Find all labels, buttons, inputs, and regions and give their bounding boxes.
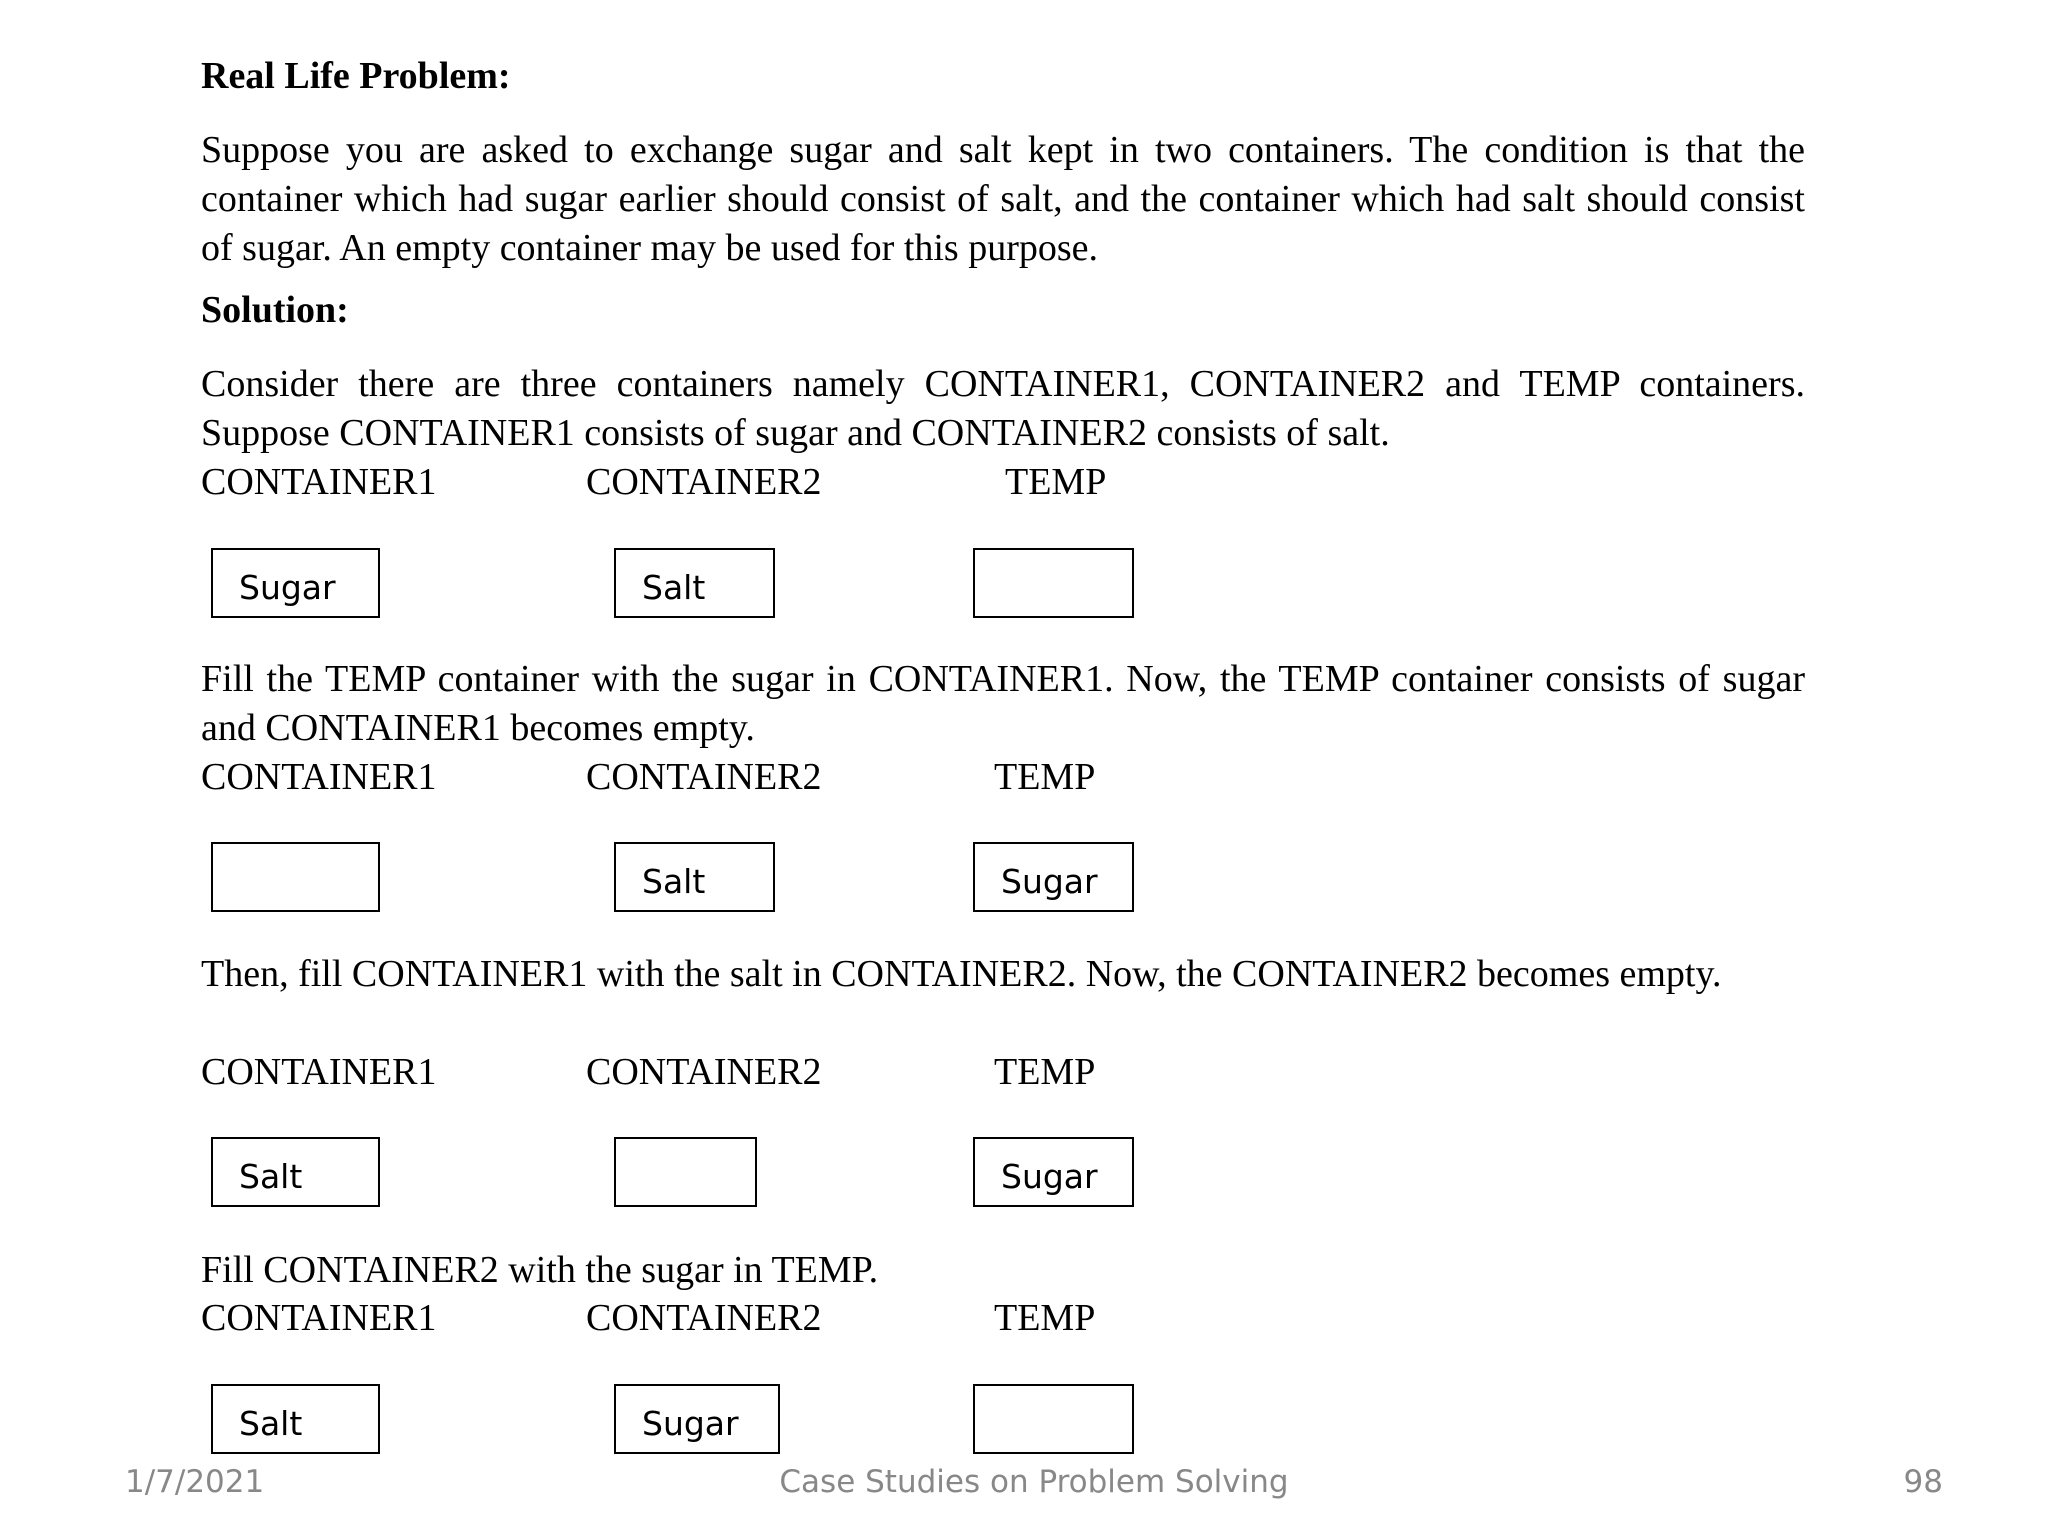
step-2-label-container1: CONTAINER1 [201, 756, 437, 798]
footer-title: Case Studies on Problem Solving [779, 1464, 1289, 1500]
step-1-box-temp [973, 548, 1134, 618]
step-1-box-container2: Salt [614, 548, 775, 618]
step-4-box-container2: Sugar [614, 1384, 780, 1454]
step-2-box-container2: Salt [614, 842, 775, 912]
step-2-box-container1 [211, 842, 380, 912]
step-3-text: Then, fill CONTAINER1 with the salt in CONTAINER2. Now, the CONTAINER2 becomes empty. [201, 953, 1722, 995]
step-3-label-container1: CONTAINER1 [201, 1051, 437, 1093]
step-1-label-container2: CONTAINER2 [586, 461, 822, 503]
solution-heading: Solution: [201, 289, 349, 331]
step-4-box-temp [973, 1384, 1134, 1454]
step-3-label-temp: TEMP [994, 1051, 1096, 1093]
footer-page-number: 98 [1903, 1464, 1943, 1500]
footer-date: 1/7/2021 [125, 1464, 265, 1500]
step-4-text: Fill CONTAINER2 with the sugar in TEMP. [201, 1249, 879, 1291]
step-3-box-temp: Sugar [973, 1137, 1134, 1207]
problem-heading: Real Life Problem: [201, 55, 511, 97]
step-3-label-container2: CONTAINER2 [586, 1051, 822, 1093]
step-1-box-container1: Sugar [211, 548, 380, 618]
step-3-box-container2 [614, 1137, 757, 1207]
step-4-label-temp: TEMP [994, 1297, 1096, 1339]
step-1-label-temp: TEMP [1005, 461, 1107, 503]
step-1-text: Consider there are three containers namely CONTAINER1, CONTAINER2 and TEMP containers. Suppose CONTAINER1 consists of sugar and CONTAINER2 consists of salt. [201, 363, 1805, 454]
step-2-box-temp: Sugar [973, 842, 1134, 912]
step-4-label-container1: CONTAINER1 [201, 1297, 437, 1339]
step-3-box-container1: Salt [211, 1137, 380, 1207]
step-1-label-container1: CONTAINER1 [201, 461, 437, 503]
problem-text: Suppose you are asked to exchange sugar and salt kept in two containers. The condition is that the container which had sugar earlier should consist of salt, and the container which had salt should consist of sugar. An empty container may be used for this purpose. [201, 129, 1805, 269]
step-4-label-container2: CONTAINER2 [586, 1297, 822, 1339]
step-2-label-temp: TEMP [994, 756, 1096, 798]
step-4-box-container1: Salt [211, 1384, 380, 1454]
step-2-text: Fill the TEMP container with the sugar in CONTAINER1. Now, the TEMP container consists of sugar and CONTAINER1 becomes empty. [201, 658, 1805, 749]
step-2-label-container2: CONTAINER2 [586, 756, 822, 798]
